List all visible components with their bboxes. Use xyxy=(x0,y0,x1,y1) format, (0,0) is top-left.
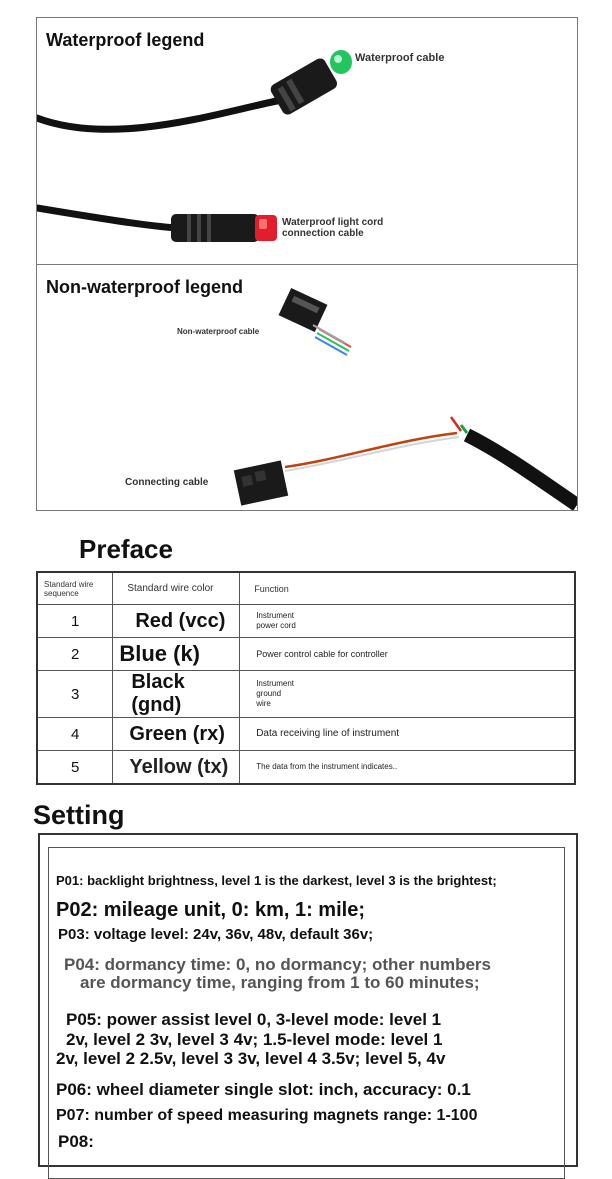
waterproof-light-cord-label-line-1: Waterproof light cord xyxy=(282,217,384,228)
table-row xyxy=(37,671,575,718)
param-p04-line-1: P04: dormancy time: 0, no dormancy; other numbers xyxy=(64,955,491,974)
wire-function: Power control cable for controller xyxy=(240,638,575,671)
wire-function: Instrument power cord xyxy=(240,605,575,638)
param-p05-line-1: P05: power assist level 0, 3-level mode: level 1 xyxy=(66,1010,442,1029)
setting-heading: Setting xyxy=(33,800,125,830)
wire-seq: 5 xyxy=(37,751,113,785)
param-p06: P06: wheel diameter single slot: inch, accuracy: 0.1 xyxy=(56,1080,471,1099)
wire-function: Data receiving line of instrument xyxy=(240,718,575,751)
wire-function: Instrument ground wire xyxy=(240,671,575,718)
wire-color: Red (vcc) xyxy=(113,605,240,638)
param-p04-line-2: are dormancy time, ranging from 1 to 60 minutes; xyxy=(80,973,480,992)
wire-table xyxy=(36,571,576,785)
waterproof-light-cord-label-line-2: connection cable xyxy=(282,228,364,239)
wire-seq: 3 xyxy=(37,671,113,718)
wire-color: Green (rx) xyxy=(113,718,240,751)
setting-box xyxy=(38,833,578,1167)
wire-table-header xyxy=(37,572,575,605)
waterproof-legend-title: Waterproof legend xyxy=(46,30,205,50)
param-p02: P02: mileage unit, 0: km, 1: mile; xyxy=(56,899,365,921)
header-wire-sequence: Standard wire sequence xyxy=(37,572,113,605)
waterproof-cable-label: Waterproof cable xyxy=(355,52,445,64)
waterproof-light-cord-connector-icon xyxy=(171,214,277,242)
param-p05-line-2: 2v, level 2 3v, level 3 4v; 1.5-level mode: level 1 xyxy=(66,1030,443,1049)
waterproof-connector-icon xyxy=(269,50,352,117)
header-wire-color: Standard wire color xyxy=(113,572,240,605)
non-waterproof-plug-icon xyxy=(279,288,351,355)
wire-seq: 4 xyxy=(37,718,113,751)
table-row xyxy=(37,605,575,638)
wire-color: Black (gnd) xyxy=(113,671,240,718)
param-p01: P01: backlight brightness, level 1 is the darkest, level 3 is the brightest; xyxy=(56,873,497,888)
table-row xyxy=(37,718,575,751)
wire-function: The data from the instrument indicates.. xyxy=(240,751,575,785)
wire-color: Blue (k) xyxy=(113,638,240,671)
param-p08: P08: xyxy=(58,1132,94,1151)
non-waterproof-cable-illustration xyxy=(37,265,577,510)
param-p05-line-3: 2v, level 2 2.5v, level 3 3v, level 4 3.5v; level 5, 4v xyxy=(56,1049,446,1068)
wire-color: Yellow (tx) xyxy=(113,751,240,785)
param-p07: P07: number of speed measuring magnets range: 1-100 xyxy=(56,1107,478,1124)
non-waterproof-legend-title: Non-waterproof legend xyxy=(46,277,243,297)
waterproof-legend-panel xyxy=(36,17,578,266)
non-waterproof-cable-label: Non-waterproof cable xyxy=(177,327,260,336)
wire-seq: 1 xyxy=(37,605,113,638)
table-row xyxy=(37,751,575,785)
connecting-plug-icon xyxy=(234,460,288,505)
preface-heading: Preface xyxy=(79,534,173,564)
connecting-cable-label: Connecting cable xyxy=(125,477,209,488)
header-function: Function xyxy=(240,572,575,605)
wire-seq: 2 xyxy=(37,638,113,671)
param-p03: P03: voltage level: 24v, 36v, 48v, default 36v; xyxy=(58,926,374,943)
non-waterproof-legend-panel xyxy=(36,264,578,511)
table-row xyxy=(37,638,575,671)
